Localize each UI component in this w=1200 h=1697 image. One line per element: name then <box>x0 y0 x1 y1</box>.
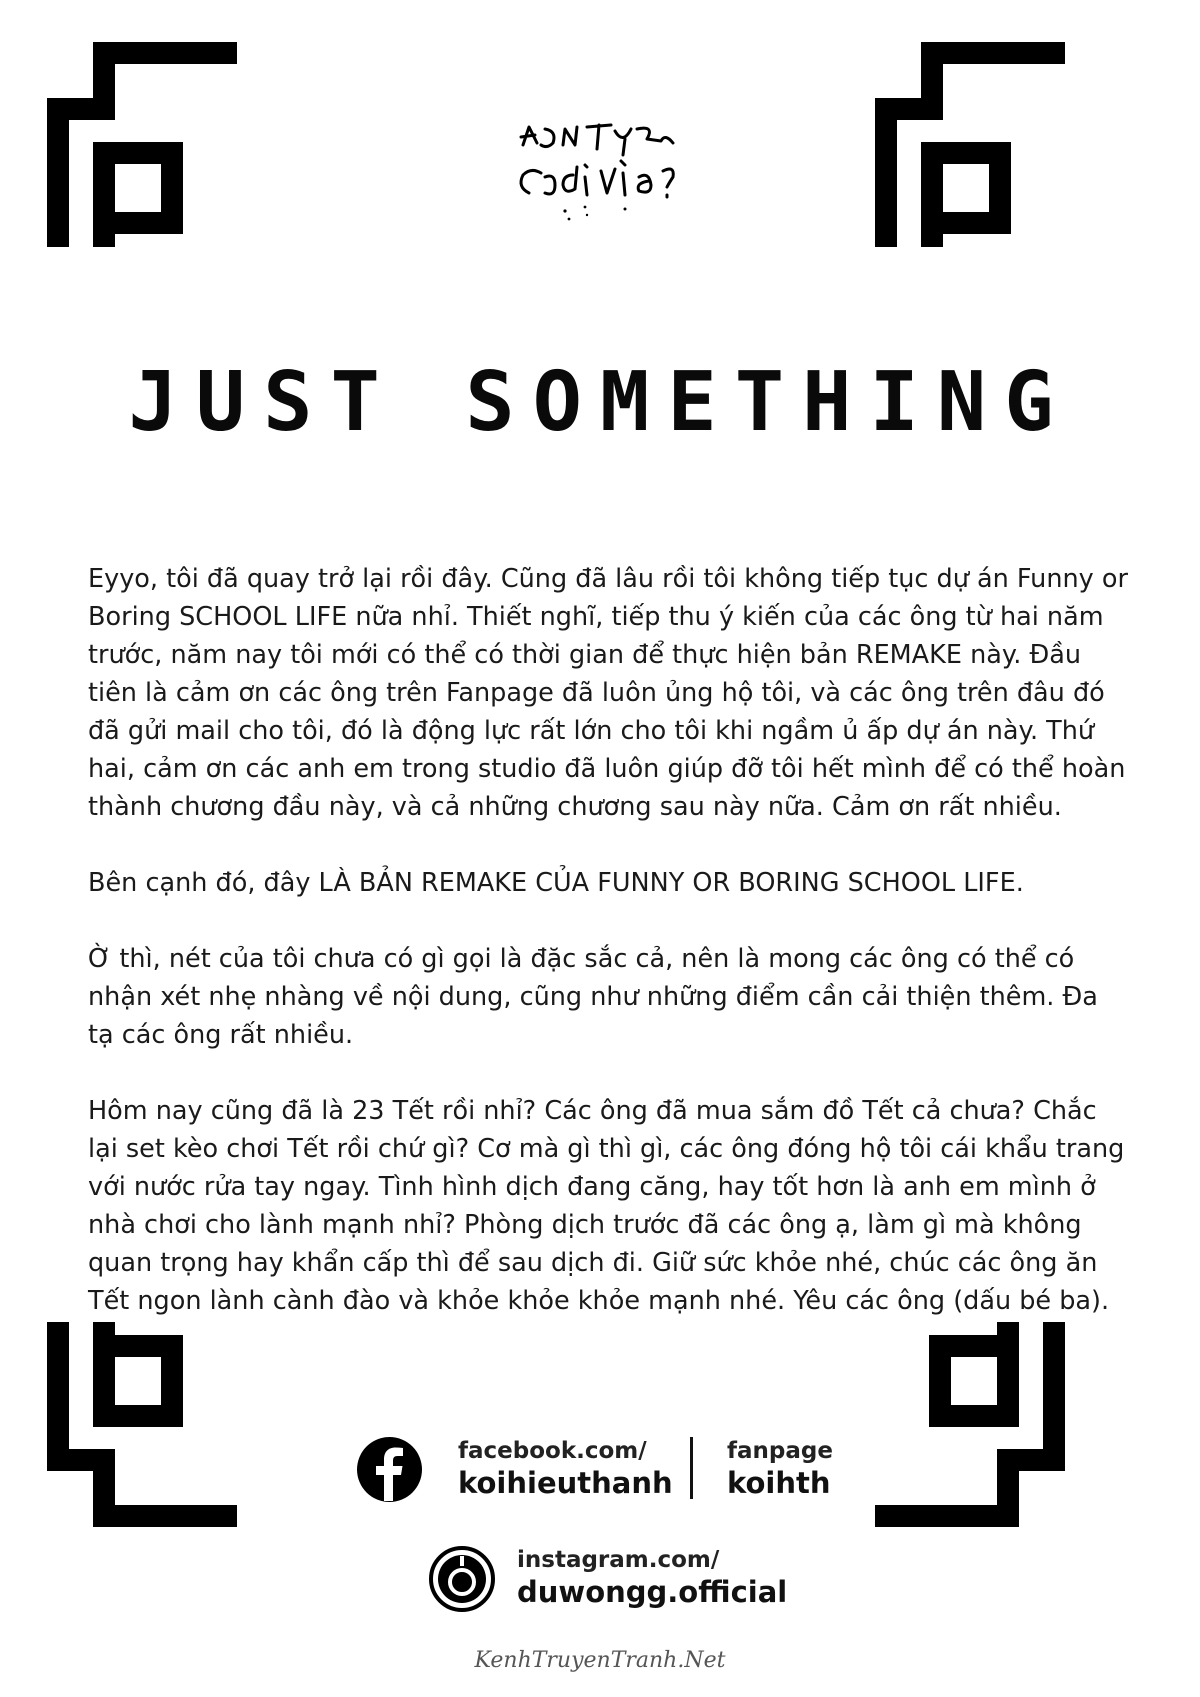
instagram-prefix: instagram.com/ <box>517 1547 720 1573</box>
paragraph: Eyyo, tôi đã quay trở lại rồi đây. Cũng đã lâu rồi tôi không tiếp tục dự án Funny or Boring SCHOOL LIFE nữa nhỉ. Thiết nghĩ, tiếp thu ý kiến của các ông từ hai năm trước, năm nay tôi mới có thể có thời gian để thực hiện bản REMAKE này. Đầu tiên là cảm ơn các ông trên Fanpage đã luôn ủng hộ tôi, và các ông trên đâu đó đã gửi mail cho tôi, đó là động lực rất lớn cho tôi khi ngầm ủ ấp dự án này. Thứ hai, cảm ơn các anh em trong studio đã luôn giúp đỡ tôi hết mình để có thể hoàn thành chương đầu này, và cả những chương sau này nữa. Cảm ơn rất nhiều. <box>88 564 1128 822</box>
facebook-handle: koihieuthanh <box>458 1466 673 1500</box>
paragraph: Hôm nay cũng đã là 23 Tết rồi nhỉ? Các ông đã mua sắm đồ Tết cả chưa? Chắc lại set kèo chơi Tết rồi chứ gì? Cơ mà gì thì gì, các ông đóng hộ tôi cái khẩu trang với nước rửa tay ngay. Tình hình dịch đang căng, hay tốt hơn là anh em mình ở nhà chơi cho lành mạnh nhỉ? Phòng dịch trước đã các ông ạ, làm gì mà không quan trọng hay khẩn cấp thì để sau dịch đi. Giữ sức khỏe nhé, chúc các ông ăn Tết ngon lành cành đào và khỏe khỏe khỏe mạnh nhé. Yêu các ông (dấu bé ba). <box>88 1096 1125 1316</box>
paragraph: Bên cạnh đó, đây LÀ BẢN REMAKE CỦA FUNNY OR BORING SCHOOL LIFE. <box>88 868 1024 898</box>
instagram-handle: duwongg.official <box>517 1575 788 1609</box>
instagram-icon <box>429 1546 495 1612</box>
paragraph: Ờ thì, nét của tôi chưa có gì gọi là đặc sắc cả, nên là mong các ông có thể có nhận xét nhẹ nhàng về nội dung, cũng như những điểm cần cải thiện thêm. Đa tạ các ông rất nhiều. <box>88 944 1098 1050</box>
watermark: KenhTruyenTranh.Net <box>474 1648 726 1673</box>
instagram-link[interactable] <box>517 1547 787 1609</box>
fanpage-prefix: fanpage <box>727 1438 833 1464</box>
letter-body <box>88 560 1128 1358</box>
fanpage-handle: koihth <box>727 1466 831 1500</box>
corner-ornament-top-left <box>47 42 237 247</box>
facebook-prefix: facebook.com/ <box>458 1438 647 1464</box>
social-divider <box>690 1437 693 1499</box>
fanpage-link[interactable] <box>727 1438 833 1500</box>
page-title: JUST SOMETHING <box>128 355 1072 450</box>
corner-ornament-top-right <box>875 42 1065 247</box>
facebook-link[interactable] <box>458 1438 673 1500</box>
handwritten-logo <box>515 115 690 240</box>
facebook-icon <box>357 1437 422 1502</box>
